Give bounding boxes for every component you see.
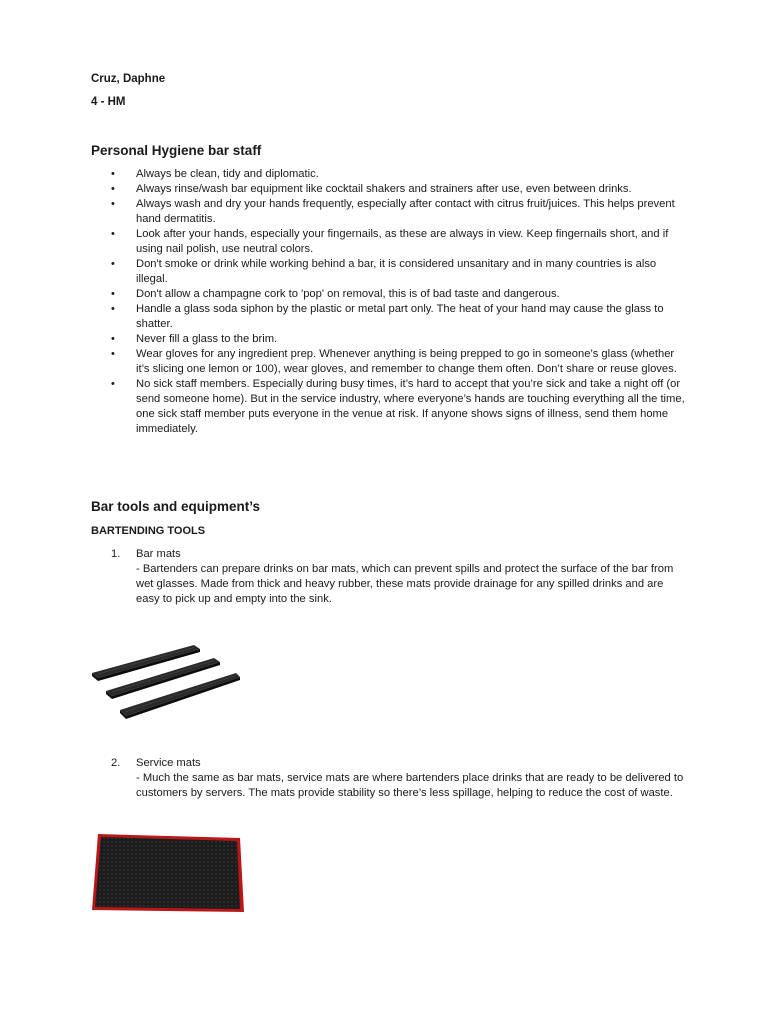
item-title: Service mats — [136, 757, 201, 769]
list-item: • Always be clean, tidy and diplomatic. — [111, 167, 686, 182]
list-item: • Wear gloves for any ingredient prep. Whenever anything is being prepped to go in someone’s glass (whether it’s slicing one lemon or 100), wear gloves, and remember to change them often. Don’t share or reuse gloves. — [111, 347, 686, 377]
item-description: - Bartenders can prepare drinks on bar mats, which can prevent spills and protect the surface of the bar from wet glasses. Made from thick and heavy rubber, these mats provide drainage for any spilled drinks and are easy to pick up and empty into the sink. — [136, 563, 674, 605]
tool-item-bar-mats — [111, 547, 686, 607]
tools-subheading: BARTENDING TOOLS — [91, 525, 206, 537]
hygiene-heading: Personal Hygiene bar staff — [91, 143, 262, 158]
section-code: 4 - HM — [91, 96, 126, 108]
list-item: • No sick staff members. Especially during busy times, it’s hard to accept that you’re sick and take a night off (or send someone home). But in the service industry, where everyone’s hands are touching everything all the time, one sick staff member puts everyone in the venue at risk. If anyone shows signs of illness, send them home immediately. — [111, 377, 686, 437]
bar-mats-image — [90, 615, 240, 735]
hygiene-list — [111, 167, 686, 437]
list-item: • Always wash and dry your hands frequently, especially after contact with citrus fruit/juices. This helps prevent hand dermatitis. — [111, 197, 686, 227]
item-title: Bar mats — [136, 548, 181, 560]
tool-item-service-mats — [111, 756, 686, 801]
item-description: - Much the same as bar mats, service mats are where bartenders place drinks that are ready to be delivered to customers by servers. The mats provide stability so there’s less spillage, helping to reduce the cost of waste. — [136, 772, 684, 799]
author-name: Cruz, Daphne — [91, 73, 166, 85]
item-number: 1. — [111, 548, 121, 560]
list-item: • Don't smoke or drink while working behind a bar, it is considered unsanitary and in many countries is also illegal. — [111, 257, 686, 287]
service-mat-image — [90, 832, 245, 916]
tools-heading: Bar tools and equipment’s — [91, 499, 261, 514]
list-item: • Never fill a glass to the brim. — [111, 332, 686, 347]
list-item: • Look after your hands, especially your fingernails, as these are always in view. Keep fingernails short, and if using nail polish, use neutral colors. — [111, 227, 686, 257]
list-item: • Handle a glass soda siphon by the plastic or metal part only. The heat of your hand may cause the glass to shatter. — [111, 302, 686, 332]
item-number: 2. — [111, 757, 121, 769]
list-item: • Don't allow a champagne cork to 'pop' on removal, this is of bad taste and dangerous. — [111, 287, 686, 302]
list-item: • Always rinse/wash bar equipment like cocktail shakers and strainers after use, even between drinks. — [111, 182, 686, 197]
